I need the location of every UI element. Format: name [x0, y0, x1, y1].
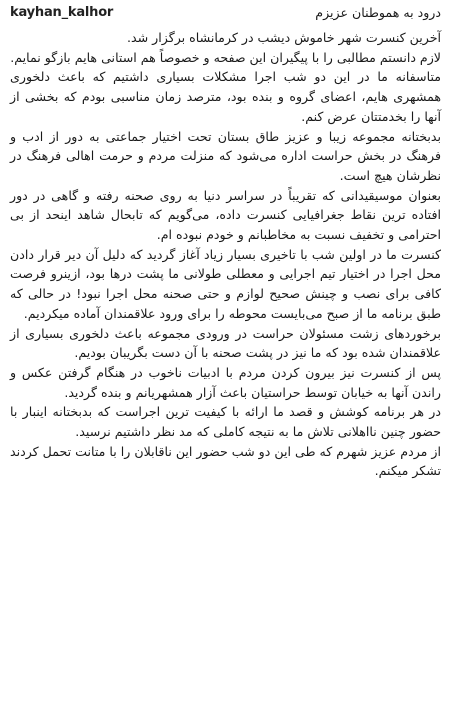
caption-paragraph: برخوردهای زشت مسئولان حراست در ورودی مجموعه باعث دلخوری بسیاری از علاقمندان شده بود که ما نیز در پشت صحنه با آن دست بگریبان بودیم.: [10, 325, 441, 361]
caption-paragraph: در هر برنامه کوشش و قصد ما ارائه با کیفیت ترین اجراست که بدبختانه اینبار با حضور چنین ناا‌هلانی تلاش ما به نتیجه کاملی که مد نظر داشتیم نرسید.: [10, 404, 441, 440]
caption-paragraph: از مردم عزیز شهرم که طی این دو شب حضور این ناقابلان را با متانت تحمل کردند تشکر میکنم.: [10, 443, 441, 479]
caption-paragraph: متاسفانه ما در این دو شب اجرا مشکلات بسیاری داشتیم که باعث دلخوری همشهری هایم، اعضای گروه و بنده بود، مترصد زمان مناسبی بودم که بخشی از آنها را بخدمتتان عرض کنم.: [10, 69, 441, 124]
caption-body: [10, 28, 441, 481]
caption-paragraph: پس از کنسرت نیز بیرون کردن مردم با ادبیات ناخوب در هنگام گرفتن عکس و راندن آنها به خیابان توسط حراستیان باعث آزار همشهریانم و بنده گردید.: [10, 364, 441, 400]
post-caption-panel: [10, 4, 441, 700]
caption-paragraph: آخرین کنسرت شهر خاموش دیشب در کرمانشاه برگزار شد.: [127, 30, 441, 45]
caption-paragraph: بعنوان موسیقیدانی که تقریباً در سراسر دنیا به روی صحنه رفته و گاهی در دور افتاده ترین نقاط جغرافیایی کنسرت داده، می‌گویم که تابحال شاهد اینحد از بی احترامی و تخفیف نسبت به مخاطبانم و خودم نبوده ام.: [10, 187, 441, 243]
caption-paragraph: لازم دانستم مطالبی را با پیگیران این صفحه و خصوصاً هم استانی هایم بازگو نمایم.: [10, 49, 441, 65]
caption-paragraph: بدبختانه مجموعه زیبا و عزیز طاق بستان تحت اختیار جماعتی به دور از ادب و فرهنگ در بخش حراست اداره می‌شود که منزلت مردم و حرمت اهالی فرهنگ در نظرشان هیچ است.: [10, 128, 441, 183]
username-link[interactable]: kayhan_kalhor: [10, 5, 114, 20]
caption-paragraph: کنسرت ما در اولین شب با تاخیری بسیار زیاد آغاز گردید که دلیل آن دیر قرار دادن محل اجرا در اختیار تیم اجرایی و معطلی طولانی ما پشت درها بود، ازینرو فرصت کافی برای نصب و چینش صحیح لوازم و حتی صحنه محل اجرا نبود! در حالی که طبق برنامه ما از صبح می‌بایست محوطه را برای ورود علاقمندان آماده میکردیم.: [10, 246, 441, 321]
greeting-text: درود به هموطنان عزیزم: [315, 5, 441, 20]
caption-header: [10, 4, 441, 28]
